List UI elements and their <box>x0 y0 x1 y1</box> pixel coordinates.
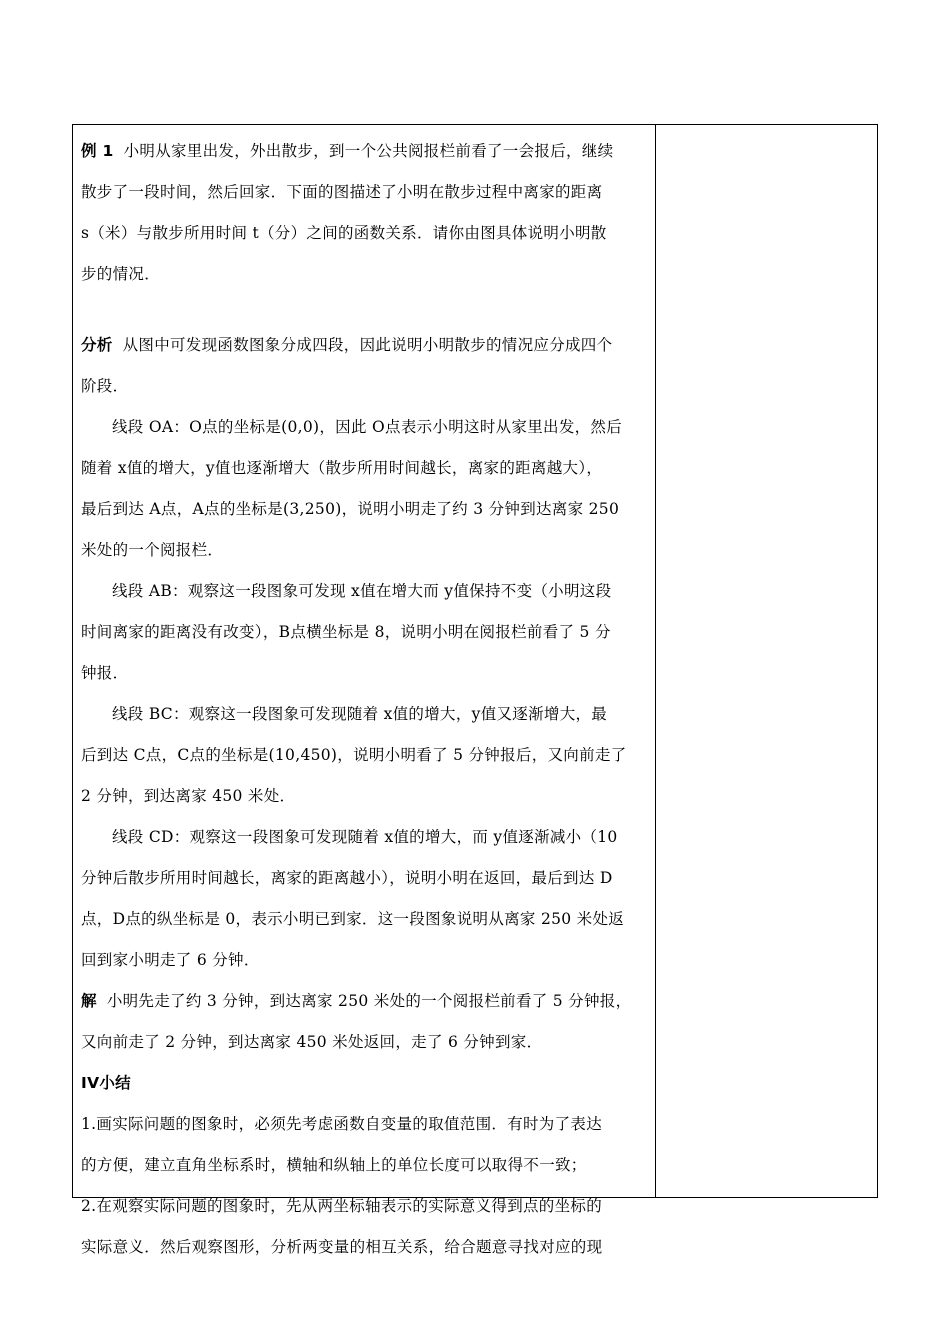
example-line-4: 步的情况． <box>81 265 161 283</box>
segment-cd-line-2: 分钟后散步所用时间越长，离家的距离越小），说明小明在返回，最后到达 D <box>81 869 613 887</box>
analysis-line-2: 阶段． <box>81 377 129 395</box>
summary-line-4: 实际意义．然后观察图形，分析两变量的相互关系，给合题意寻找对应的现 <box>81 1238 603 1256</box>
segment-ab-line-2: 时间离家的距离没有改变），B点横坐标是 8，说明小明在阅报栏前看了 5 分 <box>81 623 611 641</box>
segment-oa-line-4: 米处的一个阅报栏． <box>81 541 224 559</box>
solution-line-1 <box>81 981 645 1022</box>
segment-bc-line-1: 线段 BC：观察这一段图象可发现随着 x值的增大，y值又逐渐增大，最 <box>112 705 608 723</box>
summary-line-1: 1.画实际问题的图象时，必须先考虑函数自变量的取值范围．有时为了表达 <box>81 1115 602 1133</box>
analysis-text: 从图中可发现函数图象分成四段，因此说明小明散步的情况应分成四个 <box>122 336 613 354</box>
analysis-line-1 <box>81 325 645 366</box>
example-line-3: s（米）与散步所用时间 t（分）之间的函数关系．请你由图具体说明小明散 <box>81 224 607 242</box>
solution-text: 小明先走了约 3 分钟，到达离家 250 米处的一个阅报栏前看了 5 分钟报， <box>106 992 632 1010</box>
segment-cd-line-1: 线段 CD：观察这一段图象可发现随着 x值的增大，而 y值逐渐减小（10 <box>112 828 618 846</box>
segment-cd-line-4: 回到家小明走了 6 分钟． <box>81 951 260 969</box>
example-label: 例 1 <box>81 142 114 160</box>
segment-ab-line-3: 钟报． <box>81 664 129 682</box>
summary-line-3: 2.在观察实际问题的图象时，先从两坐标轴表示的实际意义得到点的坐标的 <box>81 1197 602 1215</box>
summary-line-2: 的方便，建立直角坐标系时，横轴和纵轴上的单位长度可以取得不一致； <box>81 1156 587 1174</box>
summary-heading: IV小结 <box>81 1074 131 1092</box>
spacer <box>81 295 645 325</box>
segment-cd-line-3: 点，D点的纵坐标是 0，表示小明已到家．这一段图象说明从离家 250 米处返 <box>81 910 625 928</box>
segment-bc-line-3: 2 分钟，到达离家 450 米处． <box>81 787 296 805</box>
segment-bc-line-2: 后到达 C点，C点的坐标是(10,450)，说明小明看了 5 分钟报后，又向前走了 <box>81 746 627 764</box>
segment-oa-line-2: 随着 x值的增大，y值也逐渐增大（散步所用时间越长，离家的距离越大）， <box>81 459 603 477</box>
analysis-label: 分析 <box>81 336 113 354</box>
solution-line-2: 又向前走了 2 分钟，到达离家 450 米处返回，走了 6 分钟到家． <box>81 1033 543 1051</box>
example-text: 小明从家里出发，外出散步，到一个公共阅报栏前看了一会报后，继续 <box>123 142 614 160</box>
column-divider <box>655 125 656 1197</box>
segment-oa-line-1: 线段 OA：O点的坐标是(0,0)，因此 O点表示小明这时从家里出发，然后 <box>112 418 623 436</box>
example-line-2: 散步了一段时间，然后回家．下面的图描述了小明在散步过程中离家的距离 <box>81 183 603 201</box>
example-line-1 <box>81 131 645 172</box>
main-content-cell <box>81 131 645 1268</box>
segment-oa-line-3: 最后到达 A点，A点的坐标是(3,250)，说明小明走了约 3 分钟到达离家 250 <box>81 500 620 518</box>
segment-ab-line-1: 线段 AB：观察这一段图象可发现 x值在增大而 y值保持不变（小明这段 <box>112 582 612 600</box>
lesson-table <box>72 124 878 1256</box>
solution-label: 解 <box>81 992 97 1010</box>
